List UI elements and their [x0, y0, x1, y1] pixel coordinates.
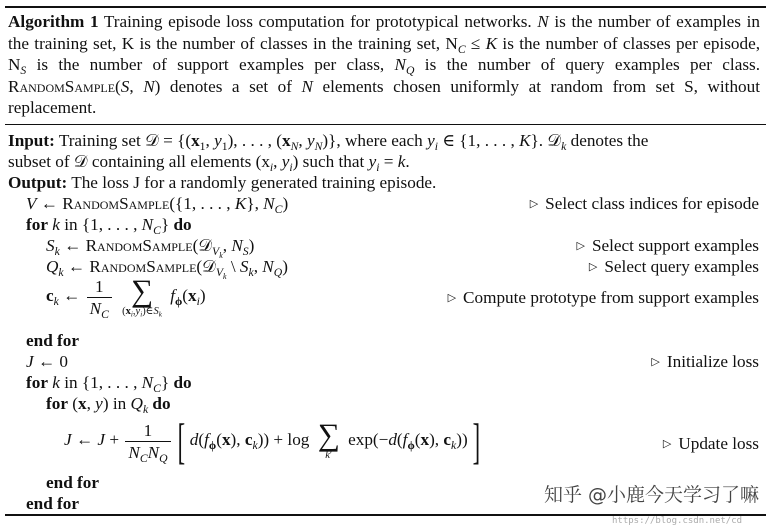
triangle-right-icon: ▷: [662, 438, 672, 450]
watermark: 知乎 @小鹿今天学习了嘛: [543, 484, 759, 506]
end-for-3: end for: [26, 494, 79, 513]
triangle-right-icon: ▷: [529, 198, 539, 210]
step-update-loss: J ← J + $\frac{1}{N_CN_Q}$ [ $d(f_\phi(x)$, $c_k)) + \log$ ∑ k′ $\exp(-d(f_\phi(x)$, $c_k$)) ]: [64, 413, 481, 469]
top-rule: [5, 6, 766, 8]
comment-compute-prototype: ▷ Compute prototype from support examples: [447, 288, 759, 307]
comment-init-loss: ▷ Initialize loss: [651, 352, 759, 371]
step-select-query: $Q_k$ ← RandomSample(𝒟$_{V_k}$ \ $S_k$, $N_Q$): [46, 257, 288, 281]
triangle-right-icon: ▷: [447, 292, 457, 304]
output-label: Output:: [8, 173, 68, 192]
input-line: Input: Training set 𝒟 = {($x_1$, $y_1$), . . . , ($x_N$, $y_N$)}, where each $y_i$ ∈ {1, . . . , K}. 𝒟$_k$ denotes the: [8, 131, 649, 154]
comment-select-classes: ▷ Select class indices for episode: [529, 194, 759, 213]
step-select-support: $S_k$ ← RandomSample(𝒟$_{V_k}$, $N_S$): [46, 236, 255, 260]
for-loop-k-2: for k in {1, . . . , $N_C$} do: [26, 373, 192, 396]
end-for-2: end for: [46, 473, 99, 492]
triangle-right-icon: ▷: [576, 240, 585, 252]
for-loop-k: for k in {1, . . . , $N_C$} do: [26, 215, 192, 238]
input-label: Input:: [8, 131, 55, 150]
comment-update-loss: ▷ Update loss: [662, 434, 759, 453]
algorithm-caption: Algorithm 1 Training episode loss computation for prototypical networks. N is the number of examples in the training set, K is the number of classes in the training set, $N_C \le K$ is the number of classes per episode, $N_S$ is the number of support examples per class, $N_Q$ is the number of query examples per class. RandomSample(S, N) denotes a set of N elements chosen uniformly at random from set S, without replacement.: [8, 12, 761, 117]
algorithm-title: Training episode loss computation for prototypical networks.: [103, 12, 532, 31]
end-for-1: end for: [26, 331, 79, 350]
middle-rule: [5, 124, 766, 125]
step-init-loss: J ← 0: [26, 352, 69, 371]
triangle-right-icon: ▷: [651, 356, 660, 368]
output-line: Output: The loss J for a randomly generated training episode.: [8, 173, 437, 192]
algorithm-label: Algorithm 1: [8, 12, 99, 31]
comment-select-support: ▷ Select support examples: [576, 236, 759, 255]
triangle-right-icon: ▷: [588, 261, 598, 273]
input-line-2: subset of 𝒟 containing all elements ($x_i$, $y_i$) such that $y_i = k$.: [8, 152, 410, 175]
step-select-classes: V ← RandomSample({1, . . . , K}, $N_C$): [26, 194, 289, 217]
for-loop-query: for (x, y) in $Q_k$ do: [46, 394, 171, 417]
step-compute-prototype: $c_k$ ← $\frac{1}{N_C}$ ∑ $(x_i,y_i)\in S_k$ $f_\phi(x_i)$: [46, 273, 206, 321]
watermark-url: https://blog.csdn.net/cd: [612, 516, 743, 526]
bottom-rule: [5, 514, 766, 516]
comment-select-query: ▷ Select query examples: [588, 257, 759, 276]
